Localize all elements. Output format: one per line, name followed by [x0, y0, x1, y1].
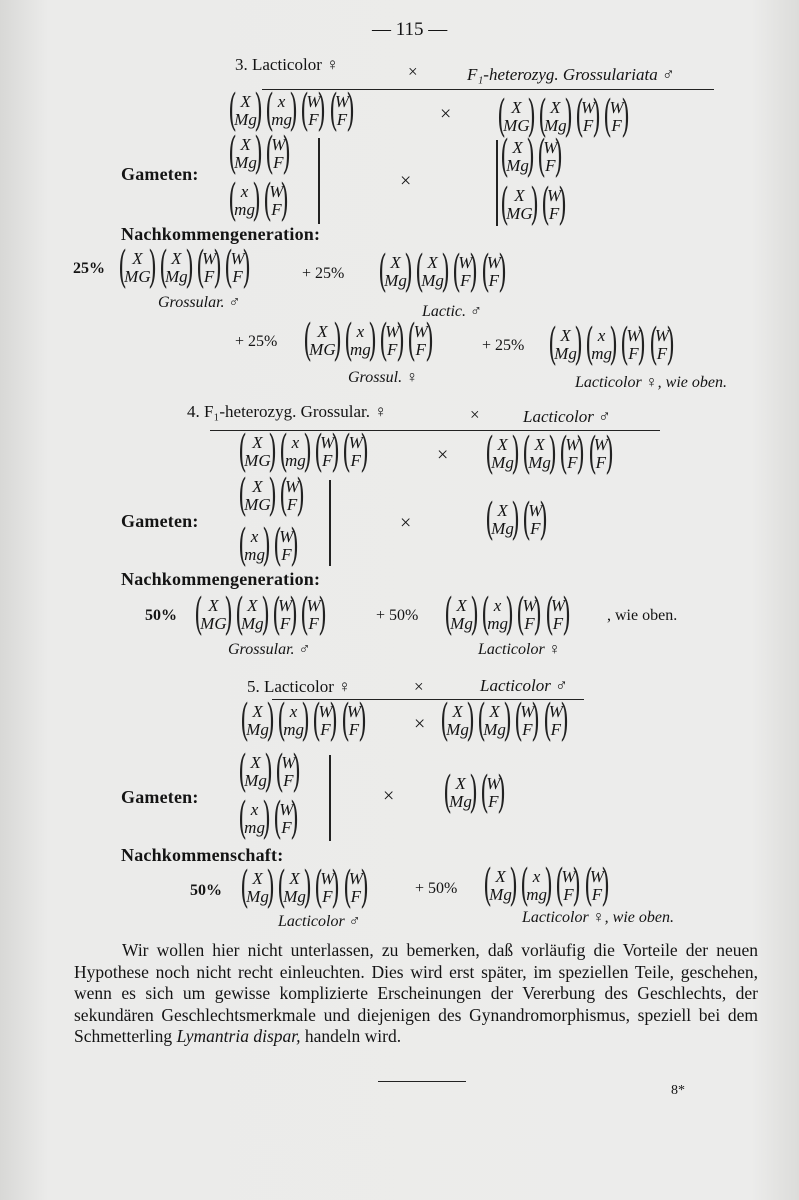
cross5-caption-2: Lacticolor ♀, wie oben. — [522, 909, 674, 926]
cross3-pct-2: + 25% — [302, 265, 345, 282]
cross5-gametes-times: × — [383, 785, 395, 807]
cross3-caption-3: Grossul. ♀ — [348, 369, 419, 386]
cross3-title-left: 3. Lacticolor ♀ — [235, 55, 339, 74]
cross4-gamete-male: ( X Mg ) ( W F ) — [485, 494, 549, 545]
cross4-title-times: × — [470, 405, 480, 424]
cross3-pct-3: + 25% — [235, 333, 278, 350]
cross3-gamete-female-1: ( X Mg ) ( W F ) — [228, 128, 292, 179]
cross4-gametes-label: Gameten: — [121, 511, 199, 531]
signature-mark: 8* — [671, 1083, 685, 1098]
cross3-parent-female-genotype: ( X Mg ) ( x mg ) ( W F ) ( W F ) — [228, 85, 355, 136]
cross4-title-right: Lacticolor ♂ — [523, 407, 611, 426]
cross3-gamete-bracket-left — [318, 138, 320, 224]
cross3-offspring-4: ( X Mg ) ( x mg ) ( W F ) ( W F ) — [548, 319, 675, 370]
cross5-parent-female-genotype: ( X Mg ) ( x mg ) ( W F ) ( W F ) — [240, 695, 367, 746]
cross4-parent-male-genotype: ( X Mg ) ( X Mg ) ( W F ) ( W F ) — [485, 428, 614, 479]
cross3-caption-4: Lacticolor ♀, wie oben. — [575, 374, 727, 391]
cross3-parents-times: × — [440, 103, 452, 125]
cross4-pct-2: + 50% — [376, 607, 419, 624]
cross5-parent-male-genotype: ( X Mg ) ( X Mg ) ( W F ) ( W F ) — [440, 695, 569, 746]
cross4-caption-1: Grossular. ♂ — [228, 641, 311, 658]
cross5-pct-2: + 50% — [415, 880, 458, 897]
paragraph-text-2: handeln wird. — [300, 1026, 402, 1046]
body-paragraph — [74, 940, 758, 1048]
cross5-title-right: Lacticolor ♂ — [480, 676, 568, 695]
cross3-pct-1: 25% — [73, 260, 105, 277]
cross5-offspring-label: Nachkommenschaft: — [121, 845, 284, 865]
cross5-caption-1: Lacticolor ♂ — [278, 913, 361, 930]
cross3-offspring-2: ( X Mg ) ( X Mg ) ( W F ) ( W F ) — [378, 246, 507, 297]
cross3-gamete-bracket-right — [496, 140, 498, 226]
cross3-gamete-female-2: ( x mg ) ( W F ) — [228, 175, 290, 226]
cross3-gametes-label: Gameten: — [121, 164, 199, 184]
cross3-offspring-3: ( X MG ) ( x mg ) ( W F ) ( W F ) — [303, 315, 434, 366]
cross5-offspring-1: ( X Mg ) ( X Mg ) ( W F ) ( W F ) — [240, 862, 369, 913]
cross4-gamete-female-2: ( x mg ) ( W F ) — [238, 520, 300, 571]
cross5-title-times: × — [414, 677, 424, 696]
cross3-title-right: F₁-heterozyg. Grossulariata ♂ — [467, 65, 675, 84]
cross3-caption-1: Grossular. ♂ — [158, 294, 241, 311]
cross3-pct-4: + 25% — [482, 337, 525, 354]
cross3-gametes-times: × — [400, 170, 412, 192]
cross5-gamete-bracket — [329, 755, 331, 841]
cross5-gamete-female-2: ( x mg ) ( W F ) — [238, 793, 300, 844]
footer-rule — [378, 1081, 466, 1082]
cross5-parents-times: × — [414, 713, 426, 735]
cross4-parent-female-genotype: ( X MG ) ( x mg ) ( W F ) ( W F ) — [238, 426, 369, 477]
cross4-gamete-bracket — [329, 480, 331, 566]
cross3-offspring-1: ( X MG ) ( X Mg ) ( W F ) ( W F ) — [118, 242, 251, 293]
cross4-gamete-female-1: ( X MG ) ( W F ) — [238, 470, 306, 521]
cross4-offspring-1: ( X MG ) ( X Mg ) ( W F ) ( W F ) — [194, 589, 327, 640]
cross4-gametes-times: × — [400, 512, 412, 534]
paragraph-text-1: Wir wollen hier nicht unterlassen, zu bemerken, daß vorläufig die Vorteile der neuen Hypothese noch nicht recht einleuchten. Dies wird erst später, im speziellen Teile, geschehen, wenn es sich um gewisse komplizierte Erscheinungen der Vererbung des Geschlechts, der sekundären Geschlechtsmerkmale und diejenigen des Gynandromorphismus, speziell bei dem Schmetterling — [74, 940, 758, 1046]
cross4-offspring-2: ( X Mg ) ( x mg ) ( W F ) ( W F ) — [444, 589, 571, 640]
cross4-title-left: 4. F₁-heterozyg. Grossular. ♀ — [187, 402, 387, 421]
cross3-parent-male-genotype: ( X MG ) ( X Mg ) ( W F ) ( W F ) — [497, 91, 630, 142]
cross4-pct-1: 50% — [145, 607, 177, 624]
cross5-gametes-label: Gameten: — [121, 787, 199, 807]
cross4-parents-times: × — [437, 444, 449, 466]
cross4-caption-2: Lacticolor ♀ — [478, 641, 561, 658]
cross3-gamete-male-1: ( X Mg ) ( W F ) — [500, 131, 564, 182]
cross3-gamete-male-2: ( X MG ) ( W F ) — [500, 179, 568, 230]
cross5-title-left: 5. Lacticolor ♀ — [247, 677, 351, 696]
cross3-title-times: × — [408, 62, 418, 81]
cross5-offspring-2: ( X Mg ) ( x mg ) ( W F ) ( W F ) — [483, 860, 610, 911]
cross3-caption-2: Lactic. ♂ — [422, 303, 482, 320]
cross3-offspring-label: Nachkommengeneration: — [121, 224, 321, 244]
paragraph-italic-species: Lymantria dispar, — [176, 1026, 301, 1046]
page-number: — 115 — — [372, 19, 448, 40]
cross4-offspring-label: Nachkommengeneration: — [121, 569, 321, 589]
cross4-suffix: , wie oben. — [607, 607, 678, 624]
cross5-gamete-male: ( X Mg ) ( W F ) — [443, 767, 507, 818]
cross5-gamete-female-1: ( X Mg ) ( W F ) — [238, 746, 302, 797]
cross5-pct-1: 50% — [190, 882, 222, 899]
